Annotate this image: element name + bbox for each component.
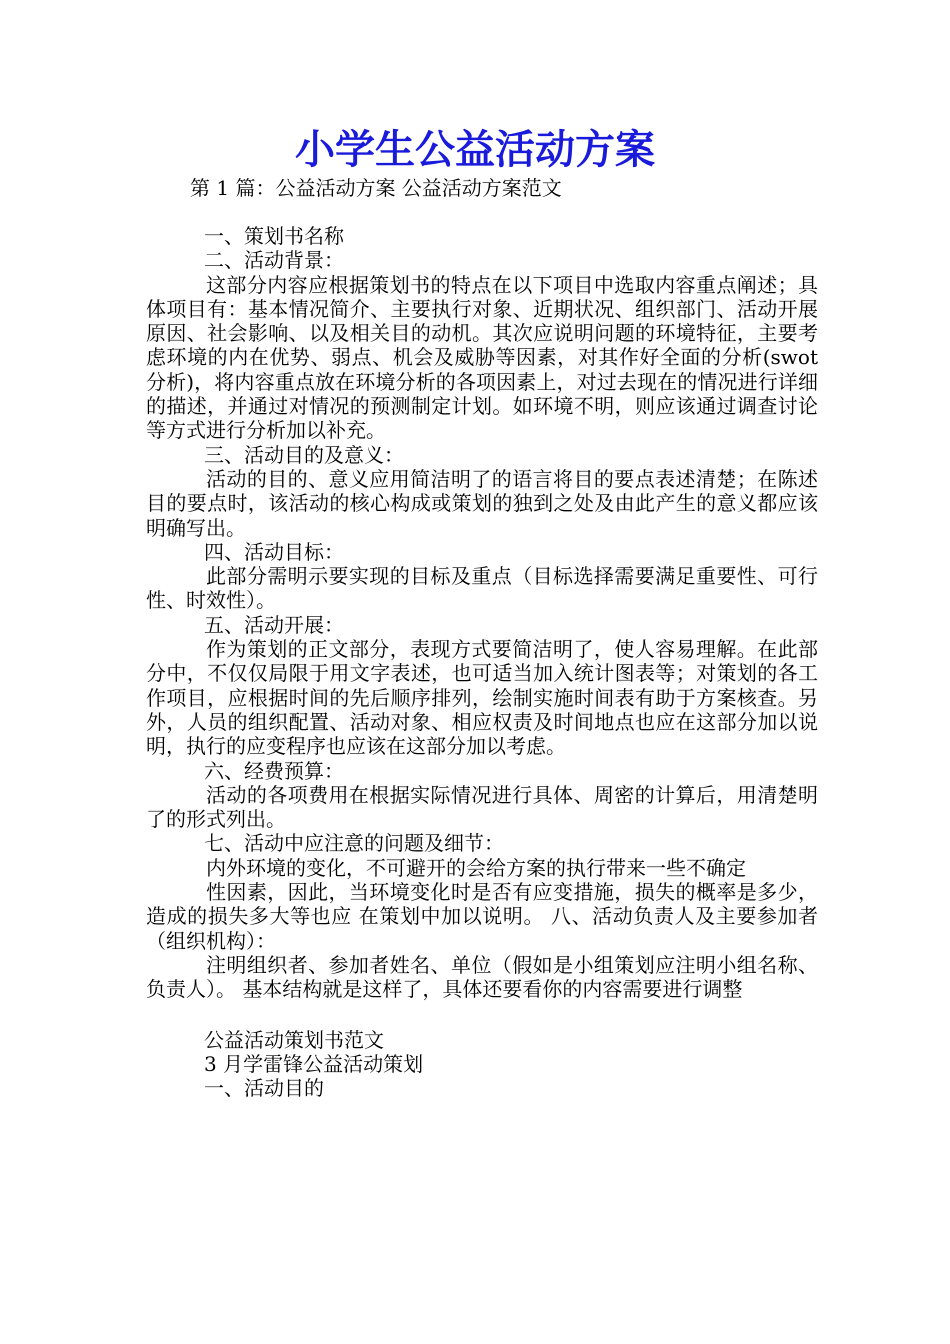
page-title: 小学生公益活动方案 — [295, 126, 655, 173]
paragraph-background: 这部分内容应根据策划书的特点在以下项目中选取内容重点阐述；具体项目有：基本情况简介、主要执行对象、近期状况、组织部门、活动开展原因、社会影响、以及相关目的动机。其次应说明问题的环境特征，主要考虑环境的内在优势、弱点、机会及威胁等因素，对其作好全面的分析(swot 分析)，将内容重点放在环境分析的各项因素上，对过去现在的情况进行详细的描述，并通过对情况的预测制定计划。如环境不明，则应该通过调查讨论等方式进行分析加以补充。 — [146, 272, 818, 443]
section-heading-6: 六、经费预算： — [204, 758, 344, 783]
section-heading-2: 二、活动背景： — [204, 248, 344, 273]
paragraph-organizers: 注明组织者、参加者姓名、单位（假如是小组策划应注明小组名称、负责人）。 基本结构就是这样了，具体还要看你的内容需要进行调整 — [146, 952, 818, 1002]
document-subtitle: 第 1 篇：公益活动方案 公益活动方案范文 — [190, 176, 562, 200]
document-body — [146, 224, 818, 1100]
paragraph-purpose: 活动的目的、意义应用简洁明了的语言将目的要点表述清楚；在陈述目的要点时，该活动的核心构成或策划的独到之处及由此产生的意义都应该明确写出。 — [146, 466, 818, 540]
paragraph-execution: 作为策划的正文部分，表现方式要简洁明了，使人容易理解。在此部分中，不仅仅局限于用文字表述，也可适当加入统计图表等；对策划的各工作项目，应根据时间的先后顺序排列，绘制实施时间表有助于方案核查。另外，人员的组织配置、活动对象、相应权责及时间地点也应在这部分加以说明，执行的应变程序也应该在这部分加以考虑。 — [146, 637, 818, 759]
paragraph-budget: 活动的各项费用在根据实际情况进行具体、周密的计算后，用清楚明了的形式列出。 — [146, 782, 818, 832]
paragraph-notes-a: 内外环境的变化，不可避开的会给方案的执行带来一些不确定 — [206, 855, 746, 880]
section-heading-3: 三、活动目的及意义： — [204, 442, 404, 467]
section-heading-4: 四、活动目标： — [204, 539, 344, 564]
paragraph-goals: 此部分需明示要实现的目标及重点（目标选择需要满足重要性、可行性、时效性）。 — [146, 564, 818, 613]
spacer — [146, 1002, 818, 1028]
sample-subtitle: 3 月学雷锋公益活动策划 — [204, 1051, 424, 1076]
section-heading-5: 五、活动开展： — [204, 612, 344, 637]
sample-heading: 一、活动目的 — [204, 1076, 324, 1101]
paragraph-notes-b: 性因素，因此，当环境变化时是否有应变措施，损失的概率是多少，造成的损失多大等也应 在策划中加以说明。 八、活动负责人及主要参加者（组织机构）： — [146, 880, 818, 953]
section-heading-1: 一、策划书名称 — [204, 224, 344, 248]
sample-title: 公益活动策划书范文 — [204, 1027, 384, 1052]
section-heading-7: 七、活动中应注意的问题及细节： — [204, 831, 504, 856]
